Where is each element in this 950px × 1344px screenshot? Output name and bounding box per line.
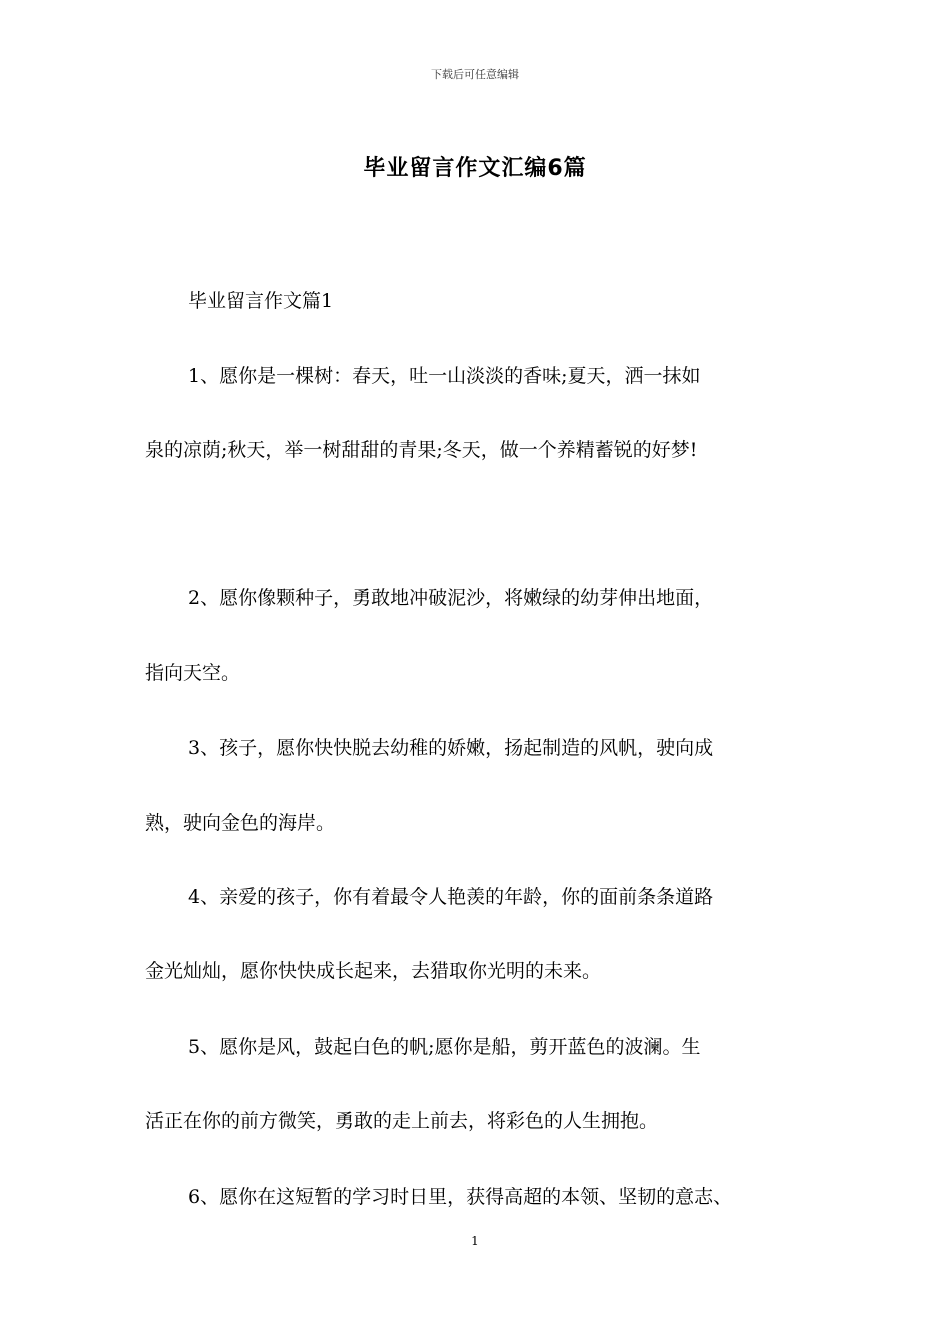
paragraph-1-line-2: 泉的凉荫;秋天，举一树甜甜的青果;冬天，做一个养精蓄锐的好梦! — [145, 439, 698, 461]
paragraph-5-line-1: 5、愿你是风，鼓起白色的帆;愿你是船，剪开蓝色的波澜。生 — [188, 1036, 701, 1058]
paragraph-1-line-1: 1、愿你是一棵树：春天，吐一山淡淡的香味;夏天，洒一抹如 — [188, 365, 701, 387]
paragraph-3-line-1: 3、孩子，愿你快快脱去幼稚的娇嫩，扬起制造的风帆，驶向成 — [188, 737, 714, 759]
paragraph-4-line-2: 金光灿灿，愿你快快成长起来，去猎取你光明的未来。 — [145, 960, 602, 982]
paragraph-2-line-2: 指向天空。 — [145, 662, 241, 684]
paragraph-6-line-1: 6、愿你在这短暂的学习时日里，获得高超的本领、坚韧的意志、 — [188, 1186, 733, 1208]
page-number: 1 — [471, 1234, 479, 1248]
paragraph-2-line-1: 2、愿你像颗种子，勇敢地冲破泥沙，将嫩绿的幼芽伸出地面， — [188, 587, 714, 609]
paragraph-4-line-1: 4、亲爱的孩子，你有着最令人艳羡的年龄，你的面前条条道路 — [188, 886, 714, 908]
section-heading: 毕业留言作文篇1 — [188, 290, 334, 312]
document-title: 毕业留言作文汇编6篇 — [363, 156, 587, 181]
header-note: 下载后可任意编辑 — [431, 68, 519, 81]
paragraph-3-line-2: 熟，驶向金色的海岸。 — [145, 812, 336, 834]
paragraph-5-line-2: 活正在你的前方微笑，勇敢的走上前去，将彩色的人生拥抱。 — [145, 1110, 659, 1132]
